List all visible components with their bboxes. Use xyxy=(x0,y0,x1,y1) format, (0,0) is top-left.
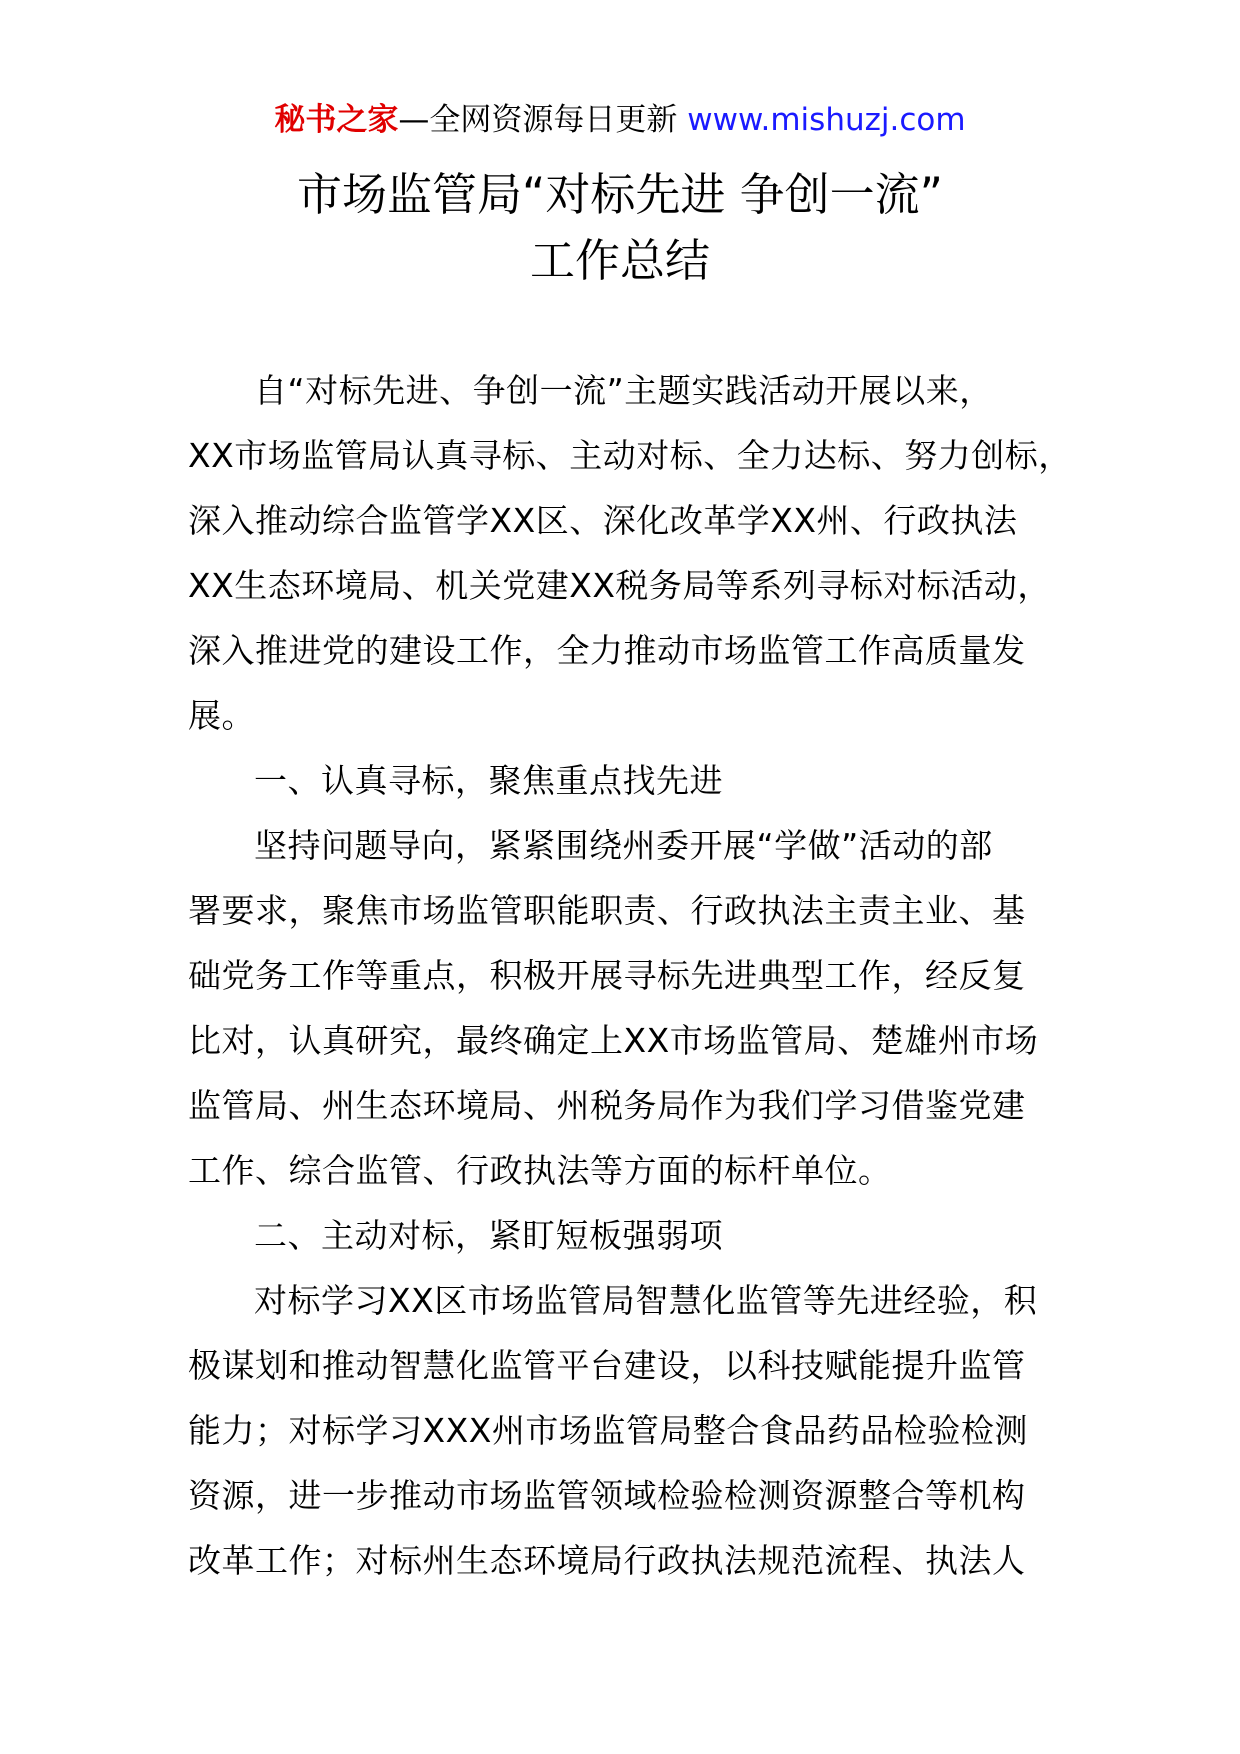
brand-name: 秘书之家 xyxy=(274,102,399,138)
body-text-line: 对标学习XX区市场监管局智慧化监管等先进经验，积 xyxy=(254,1281,1038,1320)
body-text-line: 一、认真寻标，聚焦重点找先进 xyxy=(254,761,723,800)
site-banner xyxy=(0,100,1240,140)
body-text-line: 能力；对标学习XXX州市场监管局整合食品药品检验检测 xyxy=(188,1411,1028,1450)
body-text-line: 资源，进一步推动市场监管领域检验检测资源整合等机构 xyxy=(188,1476,1026,1515)
body-text-line: 二、主动对标，紧盯短板强弱项 xyxy=(254,1216,723,1255)
body-text-line: XX生态环境局、机关党建XX税务局等系列寻标对标活动， xyxy=(188,566,1051,605)
banner-tagline: —全网资源每日更新 xyxy=(398,102,678,138)
body-text-line: 深入推进党的建设工作，全力推动市场监管工作高质量发 xyxy=(188,631,1026,670)
body-text-line: 自“对标先进、争创一流”主题实践活动开展以来， xyxy=(254,371,993,410)
body-text-line: 深入推动综合监管学XX区、深化改革学XX州、行政执法 xyxy=(188,501,1018,540)
body-text-line: 工作、综合监管、行政执法等方面的标杆单位。 xyxy=(188,1151,892,1190)
body-text-line: 坚持问题导向，紧紧围绕州委开展“学做”活动的部 xyxy=(254,826,993,865)
title-line-2: 工作总结 xyxy=(529,234,710,287)
body-text-line: 改革工作；对标州生态环境局行政执法规范流程、执法人 xyxy=(188,1541,1026,1580)
document-title xyxy=(0,162,1240,294)
body-text-line: 比对，认真研究，最终确定上XX市场监管局、楚雄州市场 xyxy=(188,1021,1039,1060)
body-text-line: 署要求，聚焦市场监管职能职责、行政执法主责主业、基 xyxy=(188,891,1026,930)
site-url-link[interactable]: www.mishuzj.com xyxy=(687,102,966,138)
body-text-line: 监管局、州生态环境局、州税务局作为我们学习借鉴党建 xyxy=(188,1086,1026,1125)
body-text-line: XX市场监管局认真寻标、主动对标、全力达标、努力创标， xyxy=(188,436,1072,475)
title-line-1: 市场监管局“对标先进 争创一流” xyxy=(297,168,943,221)
body-text-line: 础党务工作等重点，积极开展寻标先进典型工作，经反复 xyxy=(188,956,1026,995)
body-text-line: 极谋划和推动智慧化监管平台建设，以科技赋能提升监管 xyxy=(188,1346,1026,1385)
document-body xyxy=(188,358,1072,1593)
body-text-line: 展。 xyxy=(188,696,255,735)
